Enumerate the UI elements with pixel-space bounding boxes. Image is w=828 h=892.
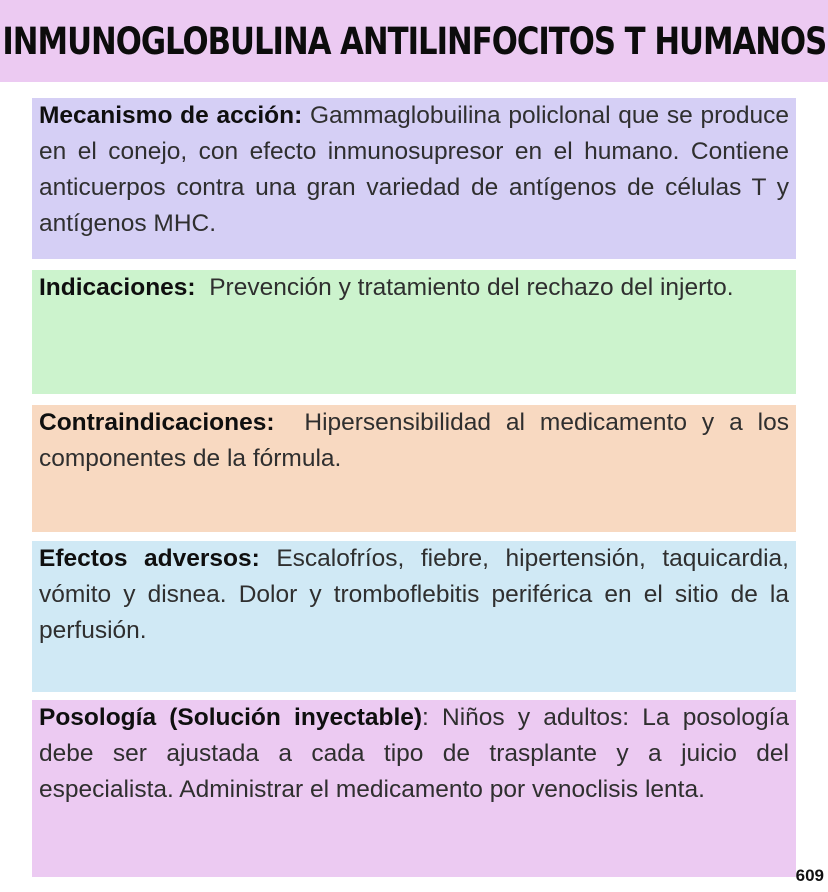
- section-mechanism-label: Mecanismo de acción:: [39, 102, 303, 129]
- page-number: 609: [795, 866, 824, 885]
- section-contraindications: [32, 405, 796, 532]
- section-contraindications-paragraph: [39, 405, 789, 477]
- section-indications-label: Indicaciones:: [39, 274, 196, 301]
- section-adverse-effects-paragraph: [39, 541, 789, 649]
- section-mechanism-text: Gammaglobuilina policlonal que se produce en el conejo, con efecto inmunosupresor en el humano. Contiene anticuerpos contra una gran variedad de antígenos de células T y antígenos MHC.: [39, 102, 790, 237]
- section-dosage-paragraph: [39, 700, 789, 808]
- section-dosage-text: : Niños y adultos: La posología debe ser ajustada a cada tipo de trasplante y a juicio del especialista. Administrar el medicamento por venoclisis lenta.: [39, 704, 790, 803]
- section-adverse-effects: [32, 541, 796, 692]
- section-adverse-effects-text: Escalofríos, fiebre, hipertensión, taquicardia, vómito y disnea. Dolor y tromboflebitis periférica en el sitio de la perfusión.: [39, 545, 789, 644]
- section-mechanism: [32, 98, 796, 259]
- section-indications-text: Prevención y tratamiento del rechazo del injerto.: [209, 274, 734, 301]
- section-adverse-effects-label: Efectos adversos:: [39, 545, 260, 572]
- section-dosage: [32, 700, 796, 877]
- section-contraindications-label: Contraindicaciones:: [39, 409, 275, 436]
- section-indications-paragraph: [39, 270, 789, 306]
- page-title: INMUNOGLOBULINA ANTILINFOCITOS T HUMANOS: [2, 19, 826, 63]
- section-mechanism-paragraph: [39, 98, 789, 242]
- section-contraindications-text: Hipersensibilidad al medicamento y a los componentes de la fórmula.: [39, 409, 789, 472]
- title-bar: [0, 0, 828, 82]
- section-dosage-label: Posología (Solución inyectable): [39, 704, 423, 731]
- section-indications: [32, 270, 796, 394]
